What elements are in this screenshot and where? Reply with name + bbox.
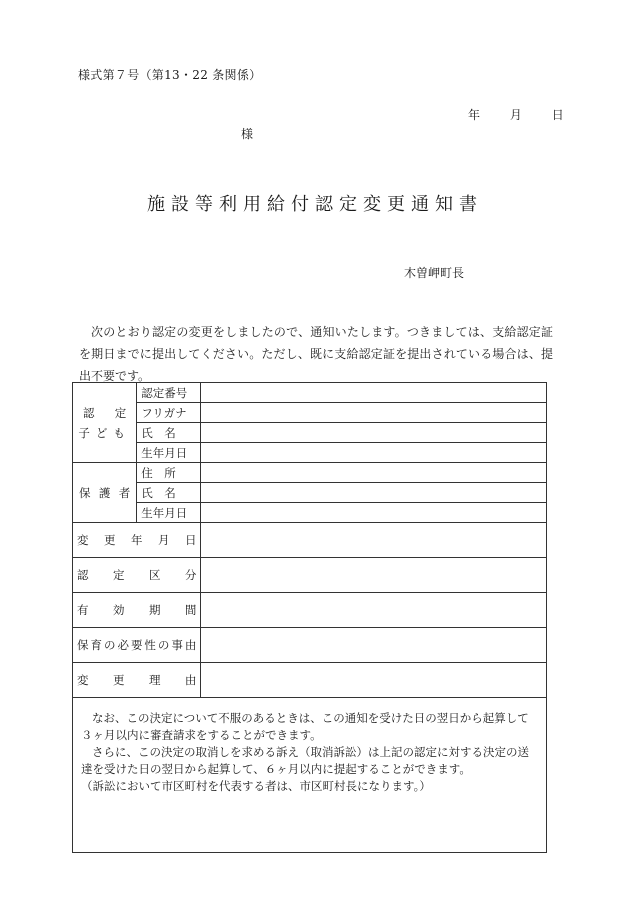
row-label-validity	[73, 593, 201, 628]
field-value-cell[interactable]	[201, 483, 547, 503]
field-value-cell[interactable]	[201, 383, 547, 403]
field-value-cell[interactable]	[201, 558, 547, 593]
label-char: 由	[184, 673, 197, 687]
date-year-label: 年	[468, 108, 481, 122]
field-value-cell[interactable]	[201, 403, 547, 423]
label-char: 定	[112, 568, 125, 582]
label-char: 効	[112, 603, 125, 617]
guardian-group-label	[73, 463, 137, 523]
row-label-reason-need	[73, 628, 201, 663]
label-char: 者	[118, 485, 131, 500]
field-label: 氏 名	[137, 423, 201, 443]
label-char: 有	[77, 603, 89, 617]
child-group-label	[73, 383, 137, 463]
label-char: 変	[77, 673, 89, 687]
row-label-text	[77, 602, 196, 618]
label-char: 月	[157, 533, 170, 547]
label-char: 保	[77, 638, 89, 652]
label-char: の	[157, 638, 170, 652]
field-label: フリガナ	[137, 403, 201, 423]
document-title: 施設等利用給付認定変更通知書	[147, 194, 483, 215]
label-char: 保	[79, 485, 91, 500]
note-lawsuit: さらに、この決定の取消しを求める訴え（取消訴訟）は上記の認定に対する決定の送達を受けた日の翌日から起算して、６ヶ月以内に提起することができます。	[81, 745, 529, 776]
field-label: 生年月日	[137, 503, 201, 523]
note-representative: （訴訟において市区町村を代表する者は、市区町村長になります。）	[81, 779, 431, 793]
field-value-cell[interactable]	[201, 523, 547, 558]
field-label: 認定番号	[137, 383, 201, 403]
label-char: 更	[103, 533, 116, 547]
label-char: 性	[144, 638, 156, 652]
label-char: 期	[148, 603, 161, 617]
body-text: 次のとおり認定の変更をしましたので、通知いたします。つきましては、支給認定証を期日までに提出してください。ただし、既に支給認定証を提出されている場合は、提出不要です。	[79, 325, 553, 383]
date-day-label: 日	[551, 108, 564, 122]
notes-cell	[73, 698, 547, 853]
label-char: 日	[184, 533, 197, 547]
row-label-change-date	[73, 523, 201, 558]
label-char: 要	[130, 638, 143, 652]
child-group-label-line1	[77, 405, 132, 421]
form-table	[72, 382, 547, 853]
label-char: 理	[148, 673, 161, 687]
field-value-cell[interactable]	[201, 593, 547, 628]
field-label: 氏 名	[137, 483, 201, 503]
child-label-nin: 認	[83, 405, 95, 420]
field-value-cell[interactable]	[201, 663, 547, 698]
label-char: 間	[184, 603, 197, 617]
label-char: 分	[184, 568, 197, 582]
label-char: 年	[130, 533, 143, 547]
row-label-text	[77, 672, 196, 688]
issuer-name: 木曽岬町長	[404, 266, 465, 280]
field-value-cell[interactable]	[201, 628, 547, 663]
field-label: 住 所	[137, 463, 201, 483]
field-value-cell[interactable]	[201, 423, 547, 443]
field-value-cell[interactable]	[201, 443, 547, 463]
row-label-text	[77, 567, 196, 583]
addressee-suffix: 様	[241, 127, 254, 141]
note-appeal: なお、この決定について不服のあるときは、この通知を受けた日の翌日から起算して３ヶ月以内に審査請求をすることができます。	[81, 711, 529, 742]
field-value-cell[interactable]	[201, 463, 547, 483]
row-label-category	[73, 558, 201, 593]
label-char: 必	[117, 638, 129, 652]
child-group-label-line2: 子ども	[78, 425, 131, 440]
field-label: 生年月日	[137, 443, 201, 463]
child-label-tei: 定	[114, 405, 127, 420]
label-char: 護	[98, 485, 111, 500]
label-char: 由	[184, 638, 197, 652]
guardian-label-spread	[77, 485, 132, 501]
label-char: の	[103, 638, 116, 652]
form-number: 様式第７号（第13・22 条関係）	[78, 68, 262, 82]
field-value-cell[interactable]	[201, 503, 547, 523]
label-char: 認	[77, 568, 89, 582]
label-char: 区	[148, 568, 161, 582]
label-char: 事	[171, 638, 183, 652]
label-char: 変	[77, 533, 89, 547]
date-month-label: 月	[509, 108, 522, 122]
date-line	[468, 106, 564, 123]
row-label-change-reason	[73, 663, 201, 698]
row-label-text	[77, 532, 196, 548]
row-label-text	[77, 637, 196, 653]
label-char: 更	[112, 673, 125, 687]
label-char: 育	[90, 638, 102, 652]
